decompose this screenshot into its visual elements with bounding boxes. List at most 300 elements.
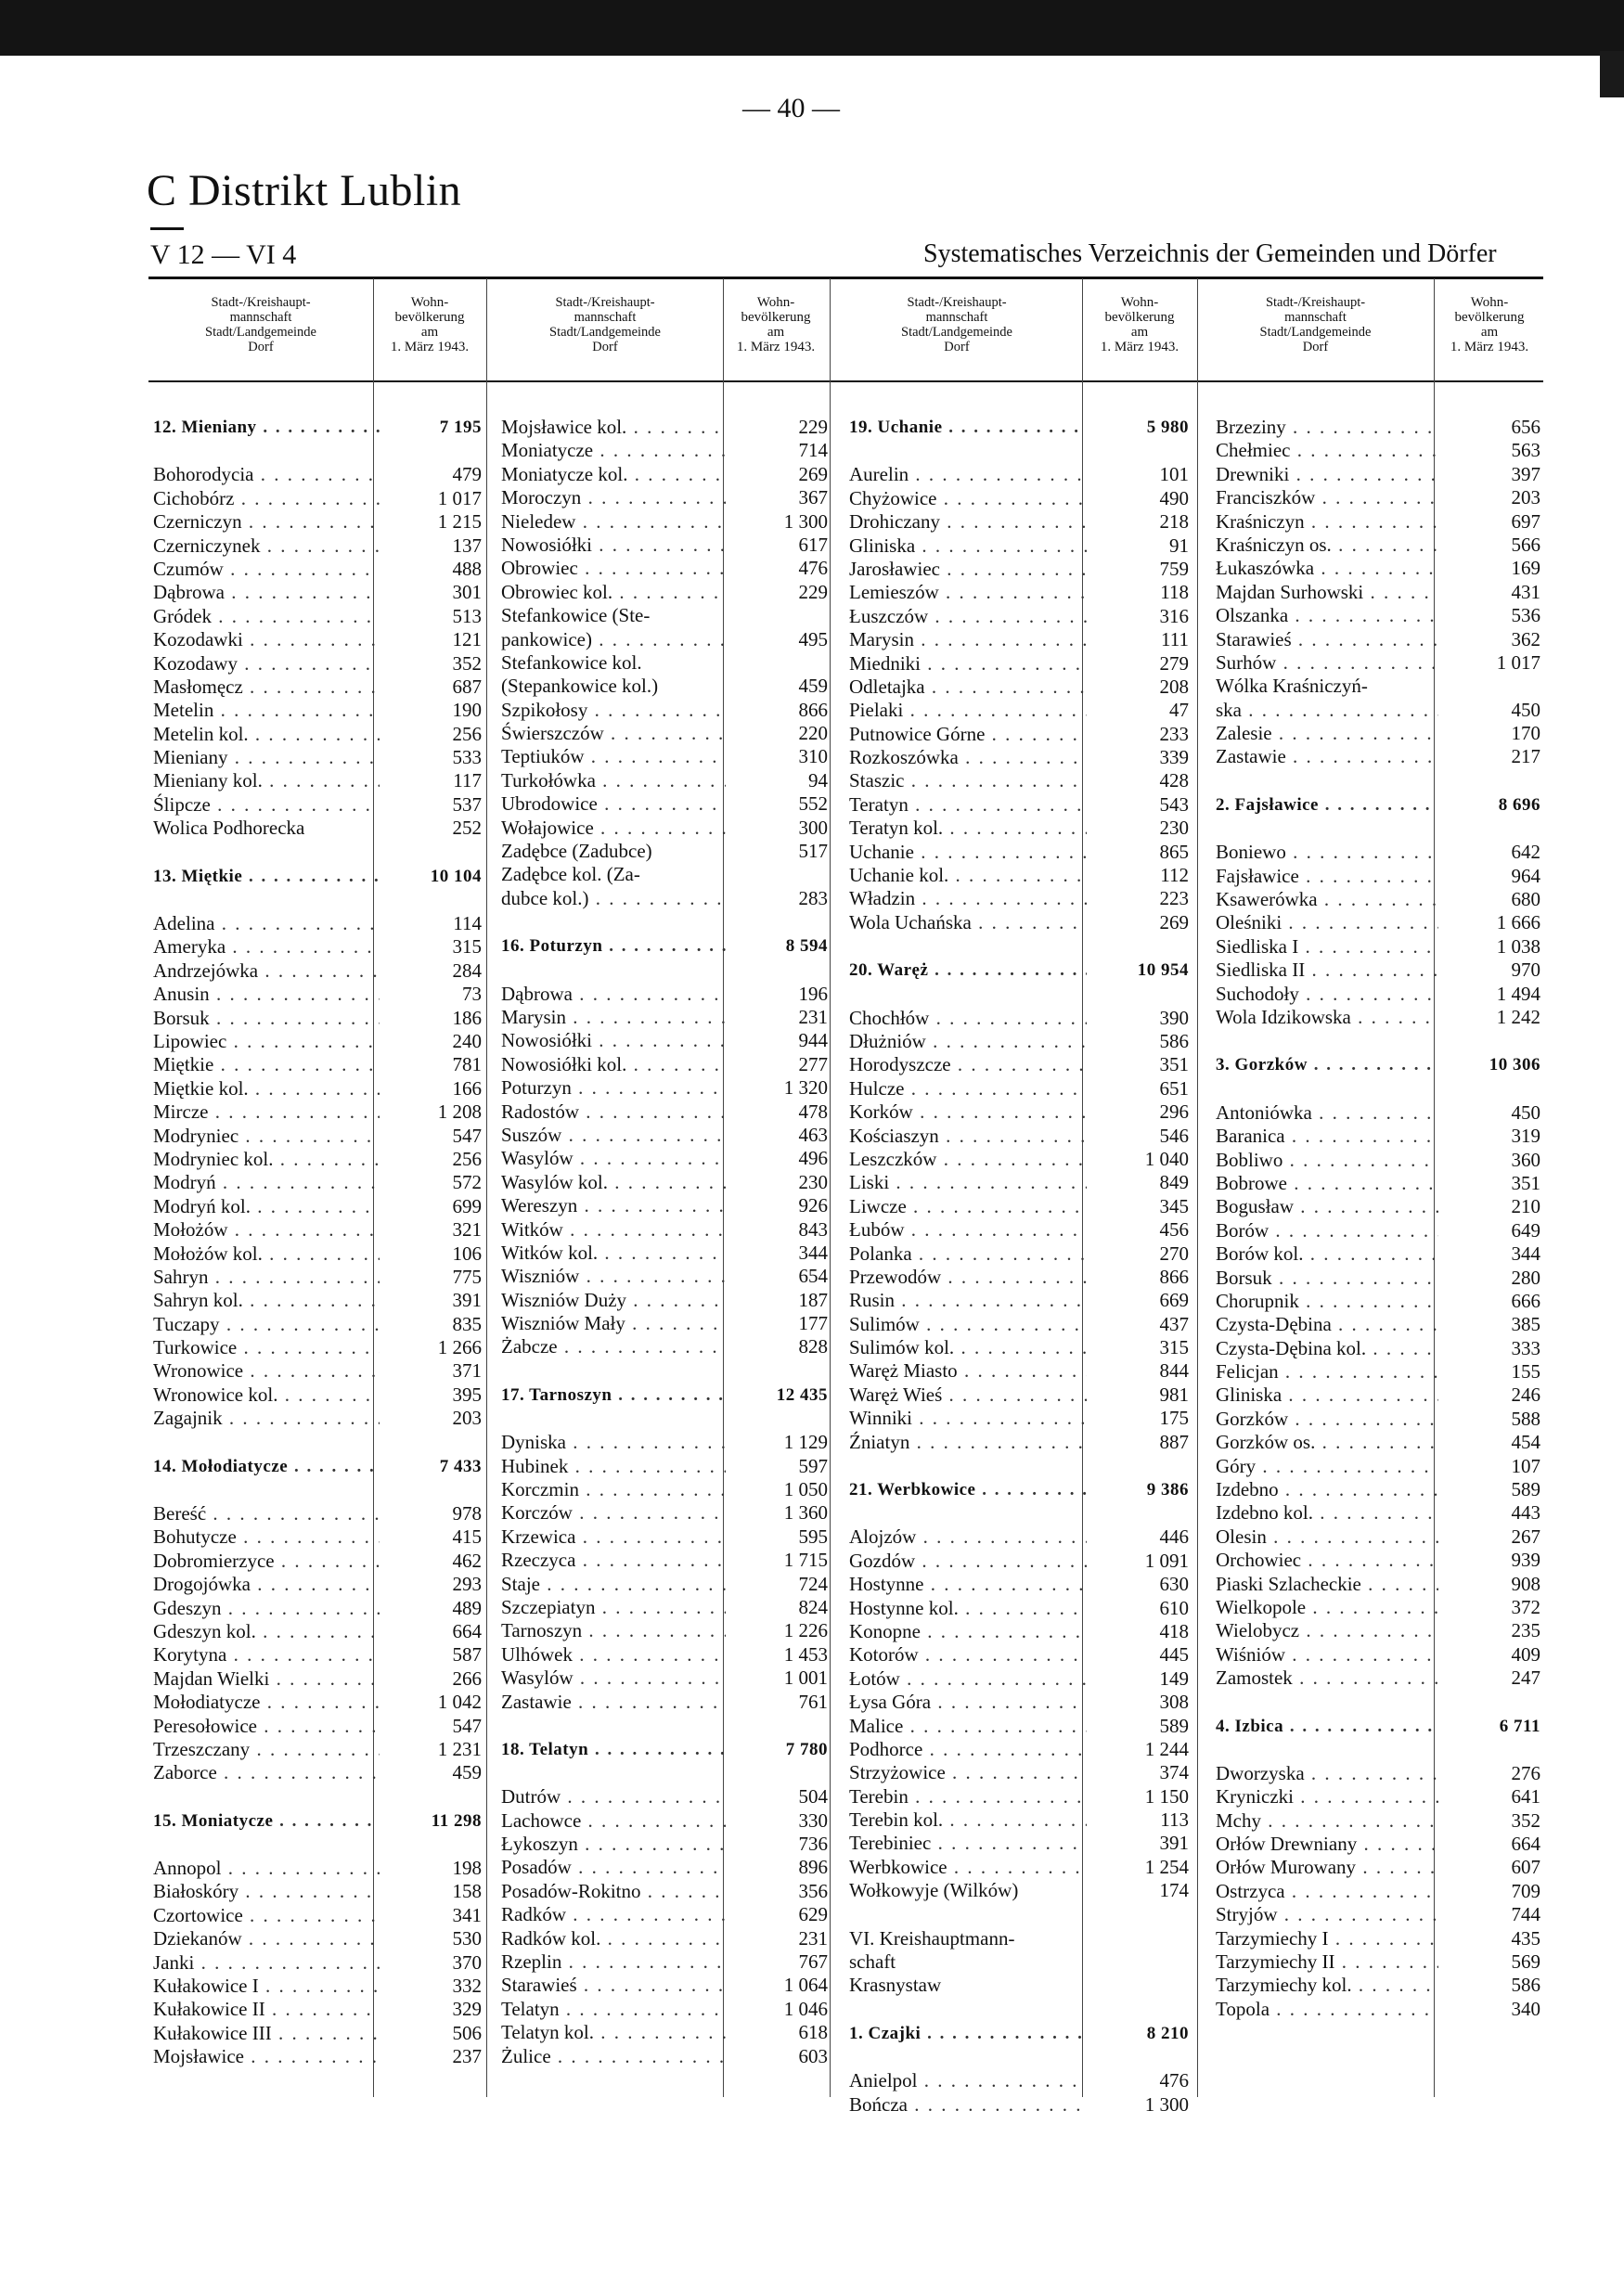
table-row <box>1216 463 1544 486</box>
table-row <box>1216 1006 1544 1029</box>
place-name: 4. Izbica . . . <box>1216 1715 1438 1738</box>
table-row <box>153 1502 485 1525</box>
population-value: 1 038 <box>1496 934 1540 958</box>
table-row <box>849 911 1192 934</box>
column-header-name-1: Stadt-/Kreishaupt- mannschaft Stadt/Landgemeinde Dorf <box>205 295 316 354</box>
population-value: 10 306 <box>1489 1055 1540 1075</box>
place-name: Mieniany . . . <box>153 746 380 769</box>
population-value: 333 <box>1511 1336 1540 1359</box>
place-name: Witków kol. . . . <box>501 1242 726 1265</box>
population-value: 459 <box>452 1761 482 1784</box>
population-value: 617 <box>798 533 828 556</box>
table-row <box>849 1077 1192 1100</box>
place-name: Dutrów . . . <box>501 1785 726 1808</box>
table-row <box>501 1029 831 1052</box>
table-row <box>153 1715 485 1738</box>
table-row <box>849 652 1192 676</box>
population-value: 533 <box>452 746 482 769</box>
population-value: 586 <box>1159 1029 1189 1052</box>
population-value: 1 150 <box>1144 1784 1189 1808</box>
population-value: 351 <box>1159 1053 1189 1076</box>
population-value: 450 <box>1511 1100 1540 1124</box>
table-row <box>849 1336 1192 1359</box>
place-name: Brzeziny . . . <box>1216 416 1438 439</box>
group-heading-row <box>153 416 485 439</box>
group-heading-row <box>501 1384 831 1407</box>
table-row <box>1216 1950 1544 1974</box>
table-row <box>1216 959 1544 982</box>
table-row <box>849 1974 1192 1997</box>
place-name: Wiśniów . . . <box>1216 1643 1438 1667</box>
table-row <box>153 1691 485 1714</box>
spacer-row <box>849 1454 1192 1478</box>
column-header-pop-3: Wohn- bevölkerung am 1. März 1943. <box>1100 295 1179 354</box>
population-value: 1 494 <box>1496 982 1540 1005</box>
table-row <box>1216 1667 1544 1690</box>
population-value: 112 <box>1160 864 1189 887</box>
population-value: 490 <box>1159 486 1189 509</box>
population-value: 566 <box>1511 533 1540 556</box>
population-value: 908 <box>1511 1572 1540 1595</box>
population-value: 319 <box>1511 1125 1540 1148</box>
table-row <box>153 723 485 746</box>
place-name: Kozodawki . . . <box>153 628 380 651</box>
place-name: Kraśniczyn os. . . . <box>1216 534 1438 557</box>
table-row <box>153 912 485 935</box>
population-value: 680 <box>1511 888 1540 911</box>
table-row <box>1216 1974 1544 1997</box>
table-row <box>849 1359 1192 1383</box>
population-value: 223 <box>1159 887 1189 910</box>
spacer-row <box>849 1501 1192 1525</box>
place-name: Terebin kol. . . . <box>849 1808 1087 1832</box>
population-value: 117 <box>453 769 482 792</box>
population-value: 315 <box>452 935 482 959</box>
table-row <box>153 652 485 676</box>
population-value: 978 <box>452 1502 482 1525</box>
table-row <box>849 1313 1192 1336</box>
place-name: Sahryn kol. . . . <box>153 1289 380 1312</box>
place-name: Nowosiółki . . . <box>501 534 726 557</box>
population-value: 736 <box>798 1833 828 1856</box>
place-name: Korczmin . . . <box>501 1478 726 1501</box>
population-value: 445 <box>1159 1643 1189 1667</box>
table-row <box>501 1242 831 1265</box>
place-name: Kryniczki . . . <box>1216 1785 1438 1808</box>
population-value: 7 780 <box>785 1739 828 1759</box>
place-name: Tarzymiechy kol. . . . <box>1216 1974 1438 1997</box>
place-name: Aurelin . . . <box>849 463 1087 486</box>
table-row <box>153 463 485 486</box>
table-row <box>849 1007 1192 1030</box>
place-name: Wolica Podhorecka <box>153 817 305 840</box>
population-value: 340 <box>1511 1997 1540 2020</box>
population-value: 478 <box>798 1100 828 1123</box>
table-row <box>1216 1267 1544 1290</box>
population-value: 1 360 <box>783 1501 828 1525</box>
spacer-row <box>849 439 1192 463</box>
table-row <box>1216 935 1544 959</box>
population-value: 231 <box>798 1005 828 1028</box>
population-value: 409 <box>1511 1642 1540 1666</box>
population-value: 300 <box>798 816 828 839</box>
table-row <box>153 1125 485 1148</box>
table-row <box>153 1195 485 1218</box>
table-row <box>849 1053 1192 1076</box>
population-value <box>1087 1927 1192 1950</box>
group-heading-row <box>153 865 485 888</box>
population-value: 939 <box>1511 1549 1540 1572</box>
place-name: Żabcze . . . <box>501 1335 726 1358</box>
population-value: 371 <box>452 1359 482 1383</box>
table-row <box>1216 1619 1544 1642</box>
place-name: Czerniczynek . . . <box>153 534 380 558</box>
population-value: 203 <box>1511 486 1540 509</box>
population-value: 697 <box>1511 509 1540 533</box>
place-name: Chełmiec . . . <box>1216 439 1438 462</box>
table-row <box>849 1195 1192 1218</box>
table-row <box>1216 722 1544 745</box>
group-heading-row <box>1216 1053 1544 1076</box>
population-value: 155 <box>1511 1360 1540 1384</box>
place-name: Marysin . . . <box>849 628 1087 651</box>
place-name: Dyniska . . . <box>501 1431 726 1454</box>
table-row <box>1216 628 1544 651</box>
place-name: 20. Waręż . . . <box>849 959 1087 982</box>
table-row <box>501 581 831 604</box>
table-row <box>153 1148 485 1171</box>
population-value: 1 226 <box>783 1619 828 1642</box>
table-row <box>153 1218 485 1242</box>
population-value: 208 <box>1159 675 1189 698</box>
population-value: 775 <box>452 1265 482 1288</box>
population-value: 1 091 <box>1144 1549 1189 1572</box>
place-name: Ubrodowice . . . <box>501 792 726 816</box>
population-value: 283 <box>798 886 828 909</box>
table-row <box>849 1856 1192 1879</box>
population-value: 1 046 <box>783 1997 828 2020</box>
population-value: 629 <box>798 1903 828 1926</box>
place-name: Peresołowice . . . <box>153 1715 380 1738</box>
place-name: Felicjan . . . <box>1216 1360 1438 1384</box>
population-value: 220 <box>798 722 828 745</box>
population-value: 344 <box>1511 1242 1540 1266</box>
table-row <box>1216 1455 1544 1478</box>
population-value: 1 017 <box>1496 650 1540 674</box>
place-name: Źniatyn . . . <box>849 1431 1087 1454</box>
table-row <box>1216 865 1544 888</box>
population-value: 569 <box>1511 1950 1540 1974</box>
table-row <box>153 1927 485 1950</box>
table-row <box>153 983 485 1006</box>
table-row <box>501 699 831 722</box>
spacer-row <box>501 1761 831 1785</box>
table-row <box>153 581 485 604</box>
population-value: 198 <box>452 1857 482 1880</box>
table-row <box>849 1879 1192 1902</box>
place-name: Rzeplin . . . <box>501 1950 726 1974</box>
table-row <box>153 1738 485 1761</box>
population-value <box>726 604 831 627</box>
table-row <box>1216 1643 1544 1667</box>
population-value: 362 <box>1511 627 1540 650</box>
place-name: Wereszyn . . . <box>501 1194 726 1217</box>
place-name: Rusin . . . <box>849 1289 1087 1312</box>
place-name: Bończa . . . <box>849 2093 1087 2117</box>
place-name: Hulcze . . . <box>849 1077 1087 1100</box>
place-name: Wola Idzikowska . . . <box>1216 1006 1438 1029</box>
column-header-pop-4: Wohn- bevölkerung am 1. März 1943. <box>1450 295 1529 354</box>
spacer-row <box>1216 1029 1544 1053</box>
table-row <box>153 1620 485 1643</box>
spacer-row <box>849 1998 1192 2022</box>
place-name: Izdebno kol. . . . <box>1216 1501 1438 1525</box>
table-row <box>849 1148 1192 1171</box>
table-row <box>501 1076 831 1100</box>
place-name: Mołożów kol. . . . <box>153 1242 380 1266</box>
table-row <box>849 1667 1192 1691</box>
place-name: Tarnoszyn . . . <box>501 1619 726 1642</box>
table-column-4 <box>1216 416 1544 2021</box>
place-name: Kotorów . . . <box>849 1643 1087 1667</box>
place-name: Radków . . . <box>501 1903 726 1926</box>
population-value: 597 <box>798 1454 828 1477</box>
place-name: Kułakowice I . . . <box>153 1975 380 1998</box>
population-value: 418 <box>1159 1619 1189 1642</box>
page-subtitle: Systematisches Verzeichnis der Gemeinden und Dörfer <box>923 239 1497 268</box>
population-value: 240 <box>452 1029 482 1052</box>
scan-edge-mark <box>1600 51 1624 97</box>
table-row <box>501 1171 831 1194</box>
place-name: Borów kol. . . . <box>1216 1242 1438 1266</box>
place-name: Zastawie . . . <box>501 1691 726 1714</box>
table-row <box>501 1525 831 1549</box>
place-name: Zastawie . . . <box>1216 745 1438 768</box>
table-row <box>153 935 485 959</box>
population-value: 229 <box>798 416 828 438</box>
place-name: Zamostek . . . <box>1216 1667 1438 1690</box>
table-row <box>153 1975 485 1998</box>
table-row <box>501 1312 831 1335</box>
population-value: 217 <box>1511 745 1540 768</box>
place-name: Olesin . . . <box>1216 1525 1438 1549</box>
place-name: Szczepiatyn . . . <box>501 1596 726 1619</box>
place-name: Kościaszyn . . . <box>849 1125 1087 1148</box>
place-name: Polanka . . . <box>849 1242 1087 1266</box>
place-name: Tarzymiechy II . . . <box>1216 1950 1438 1974</box>
table-row <box>849 1573 1192 1596</box>
place-name: Nowosiółki kol. . . . <box>501 1053 726 1076</box>
population-value: 101 <box>1159 463 1189 486</box>
population-value <box>1087 1974 1192 1997</box>
place-name: Anielpol . . . <box>849 2069 1087 2092</box>
population-value: 1 040 <box>1144 1147 1189 1170</box>
population-value: 230 <box>1159 817 1189 840</box>
table-row <box>1216 745 1544 768</box>
place-name: Łubów . . . <box>849 1218 1087 1242</box>
population-value: 1 320 <box>783 1076 828 1100</box>
place-name: Posadów-Rokitno . . . <box>501 1880 726 1903</box>
table-row <box>1216 699 1544 722</box>
header-bottom-rule <box>148 380 1543 382</box>
place-name: Bereść . . . <box>153 1502 380 1525</box>
population-value: 73 <box>462 983 482 1006</box>
spacer-row <box>501 910 831 934</box>
place-name: 21. Werbkowice . . . <box>849 1478 1087 1501</box>
population-value: 247 <box>1511 1667 1540 1690</box>
table-row <box>1216 1219 1544 1242</box>
population-value: 269 <box>1159 910 1189 933</box>
population-value: 1 129 <box>783 1431 828 1454</box>
place-name: Zalesie . . . <box>1216 722 1438 745</box>
place-name: Telatyn kol. . . . <box>501 2021 726 2044</box>
spacer-row <box>849 983 1192 1007</box>
place-name: pankowice) . . . <box>501 628 726 651</box>
table-row <box>501 486 831 509</box>
table-row <box>849 1266 1192 1289</box>
population-value: 8 594 <box>785 936 828 957</box>
place-name: Gdeszyn . . . <box>153 1597 380 1620</box>
population-value: 724 <box>798 1572 828 1595</box>
place-name: Wólka Kraśniczyń- <box>1216 675 1368 698</box>
place-name: Nowosiółki . . . <box>501 1029 726 1052</box>
column-header-name-4: Stadt-/Kreishaupt- mannschaft Stadt/Landgemeinde Dorf <box>1259 295 1372 354</box>
table-row <box>1216 888 1544 911</box>
place-name: Chorupnik . . . <box>1216 1290 1438 1313</box>
place-name: Krzewica . . . <box>501 1525 726 1549</box>
table-row <box>849 769 1192 792</box>
place-name: Borsuk . . . <box>1216 1267 1438 1290</box>
place-name: Siedliska I . . . <box>1216 935 1438 959</box>
population-value: 10 104 <box>430 866 482 886</box>
place-name: Metelin kol. . . . <box>153 723 380 746</box>
table-row <box>153 2045 485 2068</box>
place-name: schaft <box>849 1950 896 1974</box>
population-value: 843 <box>798 1217 828 1241</box>
place-name: Gdeszyn kol. . . . <box>153 1620 380 1643</box>
table-row <box>153 1573 485 1596</box>
table-row <box>1216 581 1544 604</box>
population-value: 714 <box>798 439 828 462</box>
population-value: 7 433 <box>439 1456 482 1476</box>
table-row <box>501 675 831 698</box>
table-row <box>849 1289 1192 1312</box>
place-name: Obrowiec . . . <box>501 557 726 580</box>
table-row <box>153 1077 485 1100</box>
spacer-row <box>153 841 485 865</box>
population-value: 390 <box>1159 1006 1189 1029</box>
place-name: Podhorce . . . <box>849 1738 1087 1761</box>
table-row <box>501 2021 831 2044</box>
population-value: 669 <box>1159 1289 1189 1312</box>
place-name: Anusin . . . <box>153 983 380 1006</box>
place-name: Horodyszcze . . . <box>849 1053 1087 1076</box>
place-name: Wielkopole . . . <box>1216 1596 1438 1619</box>
header-top-rule <box>148 277 1543 279</box>
table-row <box>501 534 831 557</box>
place-name: Wronowice . . . <box>153 1359 380 1383</box>
table-row <box>501 1501 831 1525</box>
place-name: Modryniec . . . <box>153 1125 380 1148</box>
table-row <box>153 959 485 983</box>
table-row <box>849 1715 1192 1738</box>
table-row <box>153 558 485 581</box>
population-value: 344 <box>798 1241 828 1264</box>
place-name: Turkowice . . . <box>153 1336 380 1359</box>
table-row <box>1216 534 1544 557</box>
table-row <box>501 1194 831 1217</box>
population-value: 166 <box>452 1076 482 1100</box>
population-value: 1 266 <box>437 1336 482 1359</box>
population-value: 887 <box>1159 1430 1189 1453</box>
population-value: 1 453 <box>783 1642 828 1666</box>
place-name: Waręż Miasto . . . <box>849 1359 1087 1383</box>
place-name: Kułakowice II . . . <box>153 1998 380 2021</box>
population-value: 341 <box>452 1903 482 1926</box>
population-value: 230 <box>798 1170 828 1193</box>
population-value: 759 <box>1159 557 1189 580</box>
population-value: 367 <box>798 486 828 509</box>
table-row <box>849 887 1192 910</box>
table-row <box>501 1974 831 1997</box>
population-value: 266 <box>452 1667 482 1690</box>
table-row <box>153 1007 485 1030</box>
table-row <box>153 534 485 558</box>
place-name: 17. Tarnoszyn . . . <box>501 1384 726 1407</box>
population-value: 488 <box>452 557 482 580</box>
place-name: Wiszniów . . . <box>501 1265 726 1288</box>
place-name: Lemieszów . . . <box>849 581 1087 604</box>
table-row <box>153 699 485 722</box>
population-value: 345 <box>1159 1194 1189 1217</box>
place-name: Franciszków . . . <box>1216 486 1438 509</box>
population-value: 352 <box>1511 1808 1540 1832</box>
place-name: Drogojówka . . . <box>153 1573 380 1596</box>
population-value: 339 <box>1159 746 1189 769</box>
table-row <box>153 817 485 840</box>
place-name: Turkołówka . . . <box>501 769 726 792</box>
table-row <box>501 1927 831 1950</box>
population-value: 761 <box>798 1690 828 1713</box>
table-row <box>1216 1998 1544 2021</box>
table-row <box>153 1053 485 1076</box>
table-row <box>1216 1125 1544 1148</box>
place-name: Witków . . . <box>501 1218 726 1242</box>
place-name: Posadów . . . <box>501 1856 726 1879</box>
table-row <box>501 983 831 1006</box>
population-value: 329 <box>452 1998 482 2021</box>
place-name: Majdan Wielki . . . <box>153 1667 380 1691</box>
population-value: 543 <box>1159 792 1189 816</box>
table-row <box>153 793 485 817</box>
table-row <box>153 1643 485 1667</box>
place-name: Dąbrowa . . . <box>153 581 380 604</box>
population-value: 308 <box>1159 1691 1189 1714</box>
table-row <box>153 487 485 510</box>
population-value: 190 <box>452 699 482 722</box>
population-value: 256 <box>452 722 482 745</box>
population-value: 781 <box>452 1053 482 1076</box>
population-value <box>726 863 831 886</box>
place-name: Góry . . . <box>1216 1455 1438 1478</box>
table-row <box>849 1407 1192 1430</box>
population-value: 203 <box>452 1407 482 1430</box>
population-value: 844 <box>1159 1359 1189 1383</box>
place-name: Wasylów . . . <box>501 1147 726 1170</box>
population-value: 603 <box>798 2044 828 2067</box>
place-name: Mchy . . . <box>1216 1809 1438 1833</box>
population-value: 828 <box>798 1335 828 1358</box>
